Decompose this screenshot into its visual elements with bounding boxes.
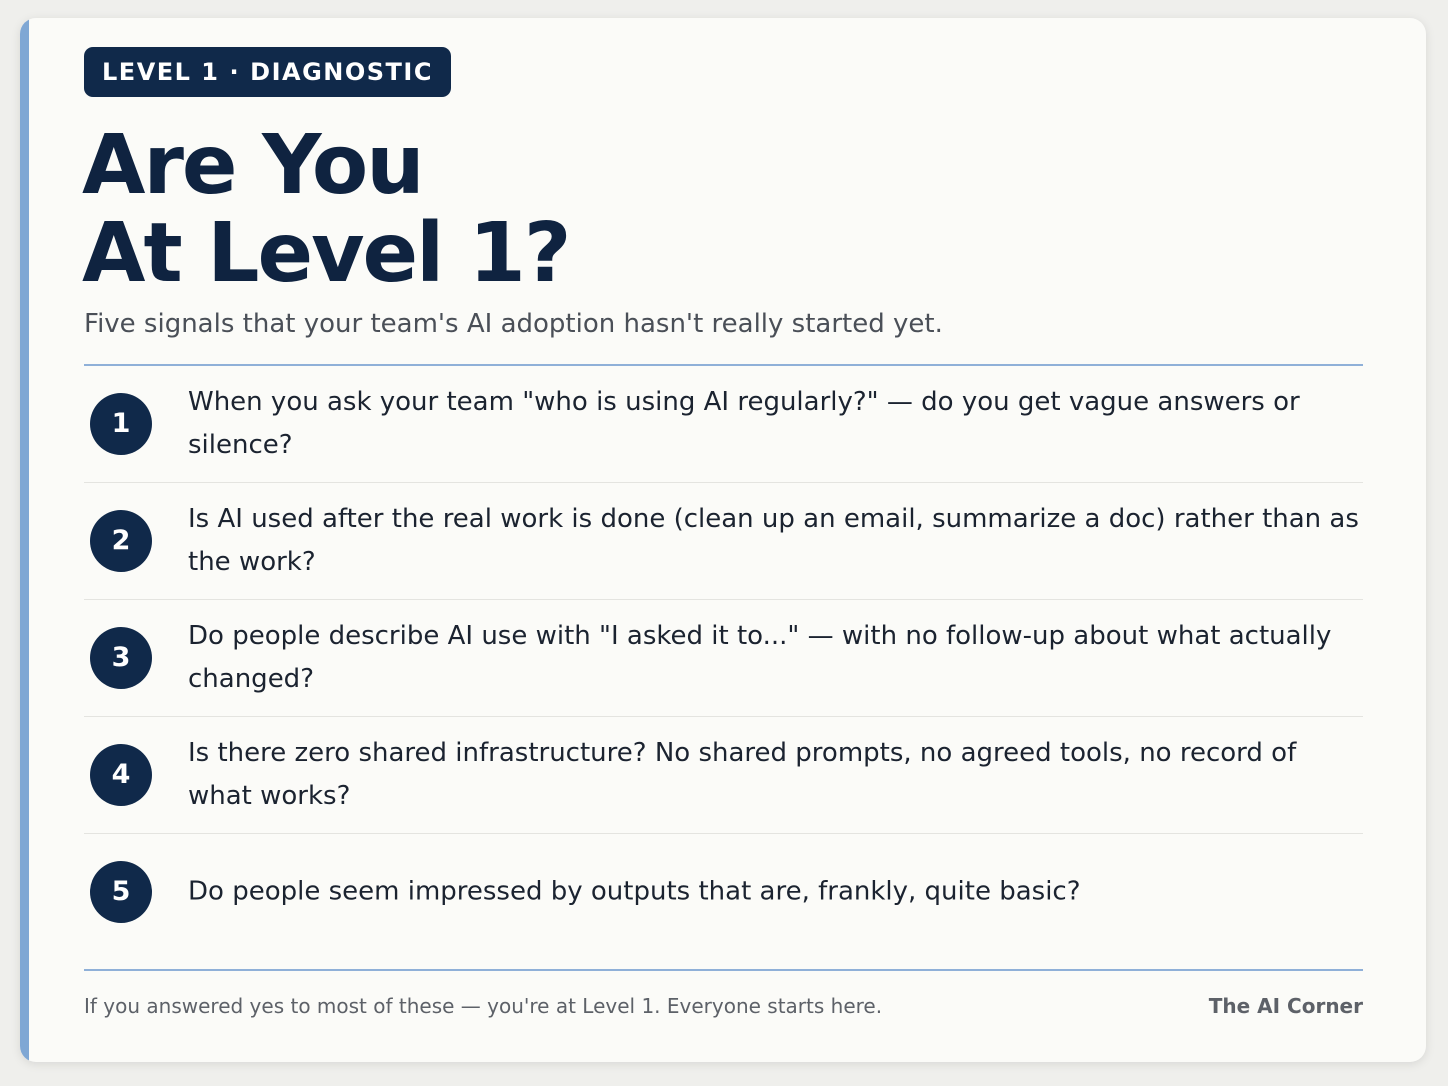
badge-separator: · bbox=[229, 58, 241, 86]
item-number-badge: 3 bbox=[90, 627, 152, 689]
accent-bar bbox=[20, 18, 29, 1062]
item-text: When you ask your team "who is using AI regularly?" — do you get vague answers or silence? bbox=[188, 387, 1300, 460]
list-item bbox=[84, 483, 1363, 600]
footer-note: If you answered yes to most of these — you're at Level 1. Everyone starts here. bbox=[84, 994, 883, 1018]
item-number-badge: 2 bbox=[90, 510, 152, 572]
bottom-divider bbox=[84, 969, 1363, 971]
title-line-1: Are You bbox=[82, 118, 423, 213]
signal-list bbox=[84, 366, 1363, 949]
diagnostic-card bbox=[20, 18, 1426, 1062]
item-number-badge: 1 bbox=[90, 393, 152, 455]
item-text: Do people seem impressed by outputs that are, frankly, quite basic? bbox=[188, 876, 1081, 906]
item-text: Do people describe AI use with "I asked it to..." — with no follow-up about what actually changed? bbox=[188, 621, 1332, 694]
footer-brand: The AI Corner bbox=[1208, 994, 1363, 1018]
subtitle: Five signals that your team's AI adoption hasn't really started yet. bbox=[84, 309, 943, 339]
list-item bbox=[84, 834, 1363, 949]
item-text: Is there zero shared infrastructure? No shared prompts, no agreed tools, no record of what works? bbox=[188, 738, 1297, 811]
title-line-2: At Level 1? bbox=[82, 206, 570, 301]
page-title bbox=[82, 118, 570, 301]
list-item bbox=[84, 600, 1363, 717]
item-text: Is AI used after the real work is done (clean up an email, summarize a doc) rather than as the work? bbox=[188, 504, 1359, 577]
item-number-badge: 5 bbox=[90, 861, 152, 923]
item-number-badge: 4 bbox=[90, 744, 152, 806]
level-badge bbox=[84, 47, 451, 97]
badge-level: LEVEL 1 bbox=[102, 58, 220, 86]
list-item bbox=[84, 717, 1363, 834]
badge-label: DIAGNOSTIC bbox=[250, 58, 433, 86]
list-item bbox=[84, 366, 1363, 483]
